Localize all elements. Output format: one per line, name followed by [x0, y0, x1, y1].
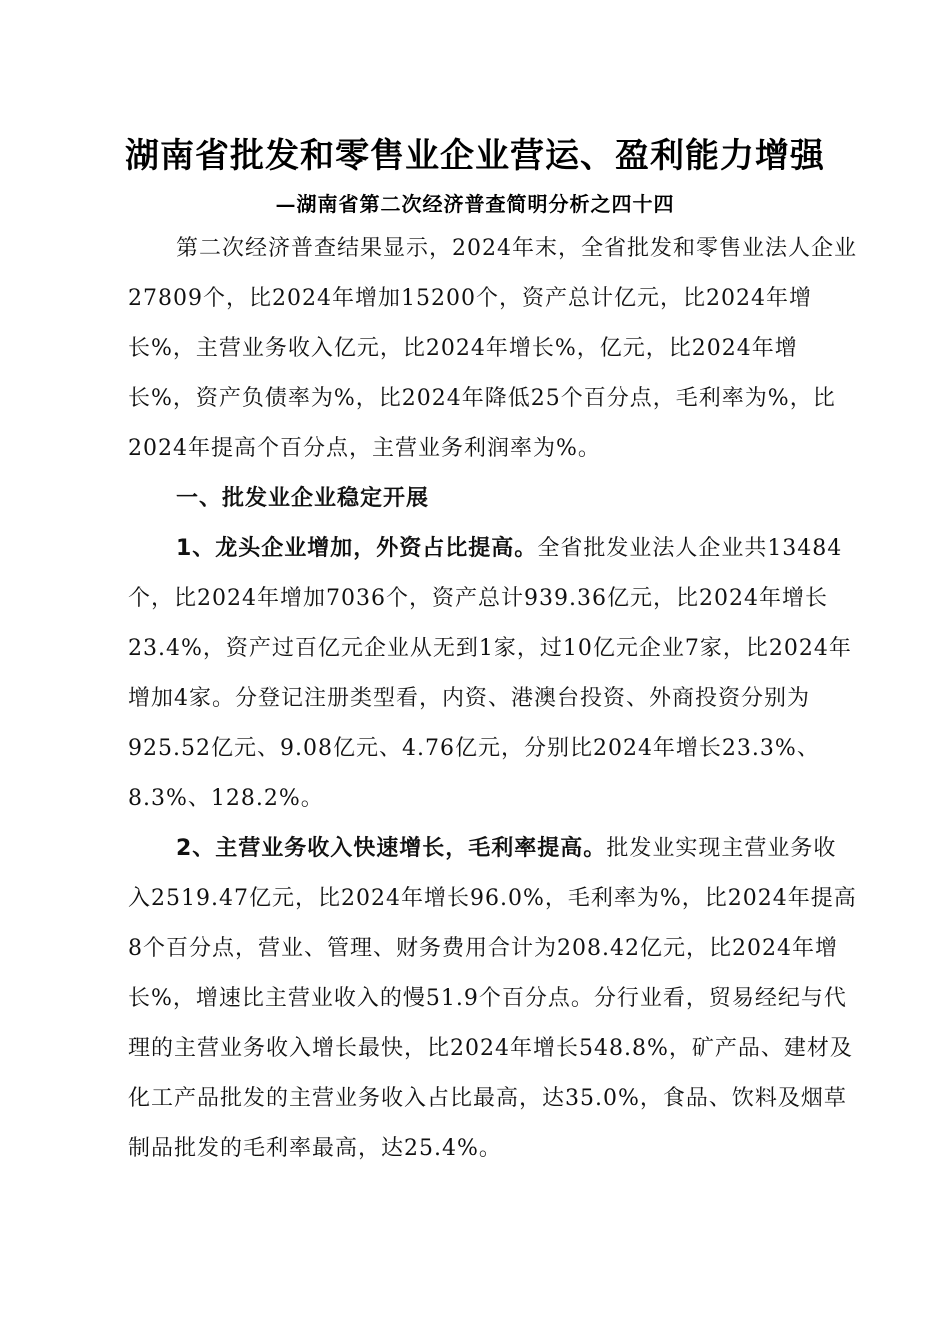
document-subtitle: —湖南省第二次经济普查简明分析之四十四 — [275, 192, 675, 216]
document-title: 湖南省批发和零售业企业营运、盈利能力增强 — [125, 136, 825, 176]
section-heading: 一、批发业企业稳定开展 — [176, 486, 430, 511]
paragraph-1 — [128, 524, 858, 824]
document-body — [128, 224, 858, 1174]
paragraph-2 — [128, 824, 858, 1174]
paragraph-2-text: 批发业实现主营业务收入2519.47亿元，比2024年增长96.0%，毛利率为%，比2024年提高8个百分点，营业、管理、财务费用合计为208.42亿元，比2024年增长%，增速比主营业收入的慢51.9个百分点。分行业看，贸易经纪与代理的主营业务收入增长最快，比2024年增长548.8%，矿产品、建材及化工产品批发的主营业务收入占比最高，达35.0%，食品、饮料及烟草制品批发的毛利率最高，达25.4%。 — [128, 836, 857, 1161]
paragraph-1-lead: 1、龙头企业增加，外资占比提高。 — [176, 536, 538, 561]
intro-paragraph: 第二次经济普查结果显示，2024年末，全省批发和零售业法人企业27809个，比2024年增加15200个，资产总计亿元，比2024年增长%，主营业务收入亿元，比2024年增长%，亿元，比2024年增长%，资产负债率为%，比2024年降低25个百分点，毛利率为%，比2024年提高个百分点，主营业务利润率为%。 — [128, 236, 857, 461]
paragraph-2-lead: 2、主营业务收入快速增长，毛利率提高。 — [176, 836, 607, 861]
paragraph-1-text: 全省批发业法人企业共13484个，比2024年增加7036个，资产总计939.36亿元，比2024年增长23.4%，资产过百亿元企业从无到1家，过10亿元企业7家，比2024年增加4家。分登记注册类型看，内资、港澳台投资、外商投资分别为925.52亿元、9.08亿元、4.76亿元，分别比2024年增长23.3%、8.3%、128.2%。 — [128, 536, 852, 811]
